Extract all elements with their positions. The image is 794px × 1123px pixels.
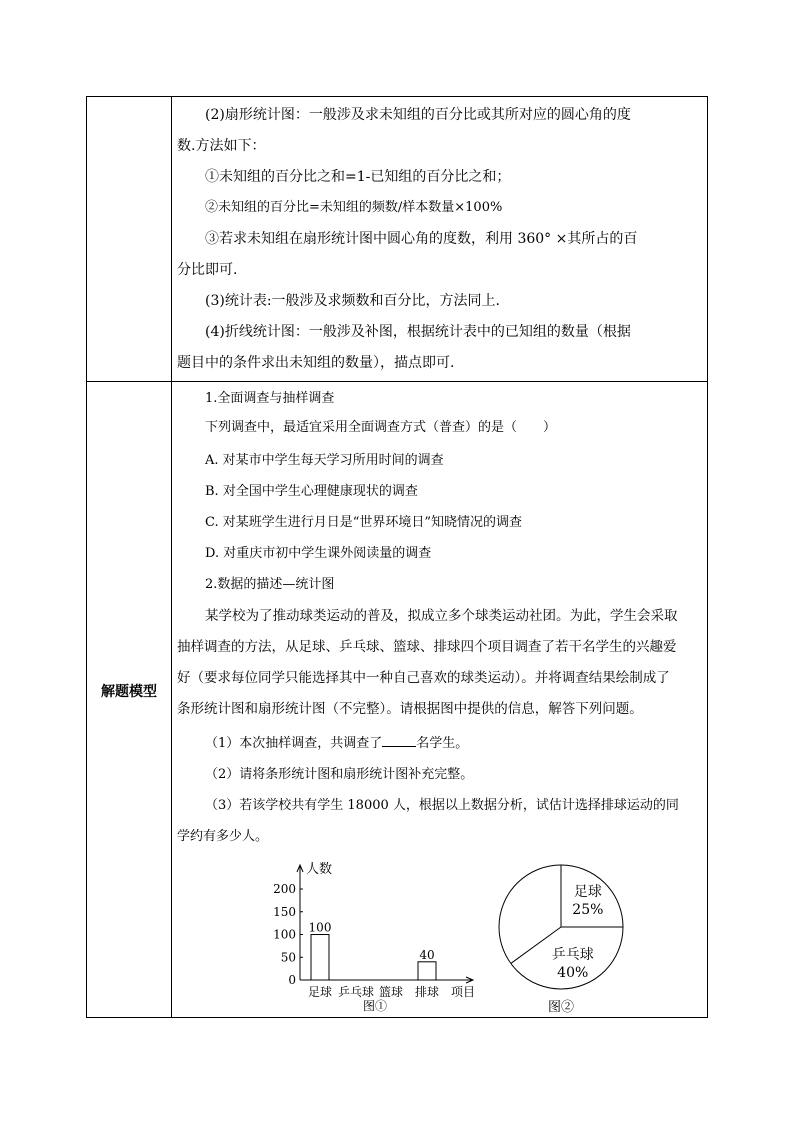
pie-slice-percent: 40% bbox=[557, 965, 589, 982]
option-c: C. 对某班学生进行月日是“世界环境日”知晓情况的调查 bbox=[205, 515, 523, 530]
section1-title: 1.全面调查与抽样调查 bbox=[205, 391, 335, 406]
column-divider bbox=[171, 97, 172, 1017]
section2-title: 2.数据的描述—统计图 bbox=[205, 577, 335, 592]
chart-caption: 图② bbox=[547, 1000, 575, 1015]
question-part-1 bbox=[205, 734, 468, 754]
y-tick-label: 0 bbox=[288, 973, 296, 987]
row1-line-2: 数.方法如下： bbox=[177, 138, 266, 154]
question-1: 下列调查中，最适宜采用全面调查方式（普查）的是（ ） bbox=[205, 420, 557, 435]
y-tick-label: 100 bbox=[273, 927, 296, 942]
question-part-2: （2）请将条形统计图和扇形统计图补充完整。 bbox=[205, 767, 474, 782]
chart-caption: 图① bbox=[362, 999, 388, 1013]
content-table bbox=[86, 96, 708, 1018]
x-tick-label: 乒乓球 bbox=[337, 985, 375, 999]
x-tick-label: 排球 bbox=[414, 985, 440, 999]
row1-line-9: 题目中的条件求出未知组的数量），描点即可. bbox=[177, 355, 455, 371]
para-line-2: 抽样调查的方法，从足球、乒乓球、篮球、排球四个项目调查了若干名学生的兴趣爱 bbox=[177, 639, 677, 655]
pie-chart bbox=[497, 855, 637, 1019]
q1-prefix: （1）本次抽样调查，共调查了 bbox=[205, 736, 383, 751]
bar bbox=[311, 935, 329, 981]
row1-line-6: 分比即可. bbox=[177, 262, 238, 278]
row1-line-1: (2)扇形统计图：一般涉及求未知组的百分比或其所对应的圆心角的度 bbox=[205, 107, 631, 123]
row-divider bbox=[87, 381, 707, 382]
x-axis-label: 项目 bbox=[450, 985, 476, 999]
bar-value-label: 100 bbox=[308, 920, 332, 935]
bar bbox=[418, 962, 436, 980]
pie-slice-percent: 25% bbox=[572, 902, 604, 919]
option-a: A. 对某市中学生每天学习所用时间的调查 bbox=[205, 453, 444, 468]
q1-suffix: 名学生。 bbox=[416, 736, 469, 751]
y-axis-label: 人数 bbox=[306, 862, 333, 877]
row1-line-3: ①未知组的百分比之和=1-已知组的百分比之和； bbox=[205, 169, 511, 185]
y-tick-label: 150 bbox=[273, 904, 296, 919]
row1-line-5: ③若求未知组在扇形统计图中圆心角的度数，利用 360° ×其所占的百 bbox=[205, 231, 638, 247]
pie-slice-name: 足球 bbox=[573, 884, 602, 901]
bar-value-label: 40 bbox=[419, 947, 435, 962]
question-part-3-line-2: 学约有多少人。 bbox=[177, 829, 269, 844]
y-tick-label: 50 bbox=[280, 950, 296, 965]
pie-slice-name: 乒乓球 bbox=[551, 947, 594, 964]
row1-line-8: (4)折线统计图：一般涉及补图，根据统计表中的已知组的数量（根据 bbox=[205, 324, 631, 340]
y-tick-label: 200 bbox=[273, 882, 296, 896]
question-part-3-line-1: （3）若该学校共有学生 18000 人，根据以上数据分析，试估计选择排球运动的同 bbox=[205, 798, 679, 813]
para-line-4: 条形统计图和扇形统计图（不完整）。请根据图中提供的信息，解答下列问题。 bbox=[177, 701, 643, 717]
x-tick-label: 足球 bbox=[307, 985, 333, 999]
row-label: 解题模型 bbox=[101, 684, 157, 700]
para-line-1: 某学校为了推动球类运动的普及，拟成立多个球类运动社团。为此，学生会采取 bbox=[205, 608, 678, 624]
para-line-3: 好（要求每位同学只能选择其中一种自己喜欢的球类运动）。并将调查结果绘制成了 bbox=[177, 670, 670, 686]
row1-line-4: ②未知组的百分比=未知组的频数/样本数量×100% bbox=[205, 200, 503, 215]
x-tick-label: 篮球 bbox=[378, 985, 404, 999]
option-d: D. 对重庆市初中学生课外阅读量的调查 bbox=[205, 546, 432, 561]
row1-line-7: (3)统计表:一般涉及求频数和百分比，方法同上. bbox=[205, 293, 500, 309]
answer-blank bbox=[382, 734, 416, 747]
option-b: B. 对全国中学生心理健康现状的调查 bbox=[205, 484, 418, 499]
bar-chart bbox=[263, 855, 503, 1017]
